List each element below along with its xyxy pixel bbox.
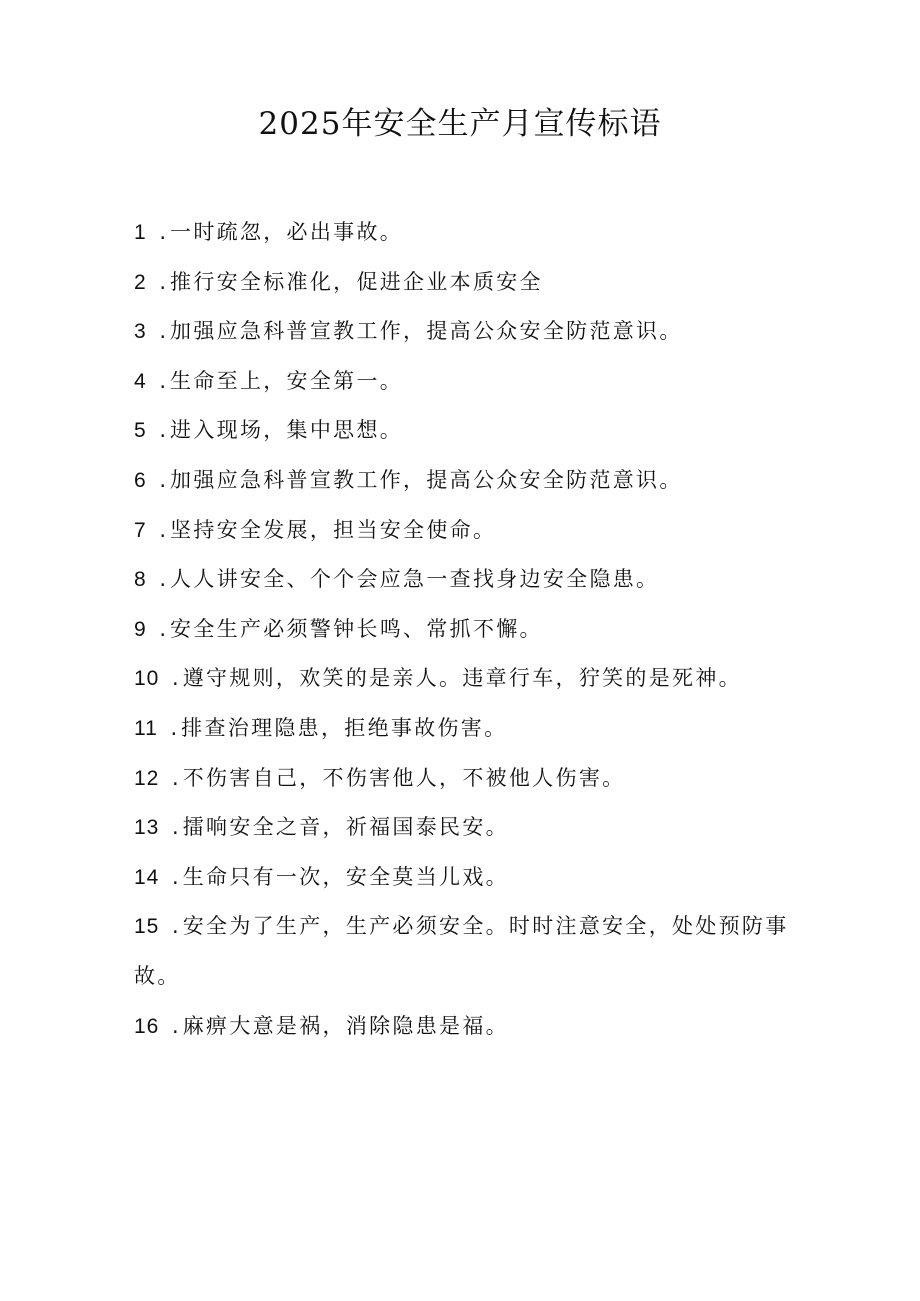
item-text: 加强应急科普宣教工作，提高公众安全防范意识。 [170,319,683,344]
item-text: 不伤害自己，不伤害他人，不被他人伤害。 [182,765,626,790]
item-text: 一时疏忽，必出事故。 [170,220,404,244]
list-item [134,208,794,258]
item-number: 9 [134,617,147,641]
list-item [134,307,794,357]
item-number: 15 [134,915,160,939]
item-text: 生命至上，安全第一。 [170,368,404,393]
item-separator: . [148,616,171,641]
item-separator: . [161,864,183,889]
list-item [134,803,794,853]
list-item [134,654,794,704]
list-item [134,853,794,903]
item-separator: . [148,368,171,393]
list-item [134,456,794,506]
item-number: 10 [134,667,160,691]
item-number: 12 [134,766,160,790]
list-item [134,506,794,556]
item-number: 16 [134,1014,160,1038]
item-number: 2 [134,270,147,294]
item-number: 1 [134,221,147,244]
item-separator: . [148,319,171,344]
item-separator: . [148,269,171,294]
list-item [134,357,794,407]
item-text: 安全生产必须警钟长鸣、常抓不懈。 [170,616,543,641]
list-item [134,704,794,754]
item-separator: . [148,517,171,542]
item-number: 8 [134,568,147,592]
item-separator: . [161,666,183,691]
item-separator: . [161,1013,183,1038]
item-separator: . [148,220,171,244]
item-text: 安全为了生产，生产必须安全。时时注意安全，处处预防事故。 [134,914,789,988]
document-title: 2025年安全生产月宣传标语 [258,106,662,142]
list-item [134,754,794,804]
list-item [134,406,794,456]
item-text: 人人讲安全、个个会应急一查找身边安全隐患。 [170,567,660,592]
item-text: 擂响安全之音，祈福国泰民安。 [182,815,509,840]
item-separator: . [161,815,183,840]
item-separator: . [148,418,171,443]
item-number: 13 [134,816,160,840]
list-item [134,1002,794,1052]
item-text: 麻痹大意是祸，消除隐患是福。 [182,1013,509,1038]
item-text: 进入现场，集中思想。 [170,418,404,443]
item-number: 5 [134,419,147,443]
item-separator: . [159,715,182,740]
item-text: 加强应急科普宣教工作，提高公众安全防范意识。 [170,467,683,492]
item-text: 坚持安全发展，担当安全使命。 [170,517,497,542]
item-number: 7 [134,518,147,542]
list-item [134,902,794,1001]
item-number: 3 [134,320,147,344]
item-number: 14 [134,865,160,889]
item-number: 6 [134,468,147,492]
list-item [134,258,794,308]
item-number: 11 [134,716,158,740]
item-separator: . [148,467,171,492]
item-number: 4 [134,369,147,393]
item-text: 排查治理隐患，拒绝事故伤害。 [181,715,508,740]
list-item [134,605,794,655]
list-item [134,555,794,605]
item-separator: . [161,765,183,790]
item-text: 生命只有一次，安全莫当儿戏。 [182,864,509,889]
slogan-list [134,208,794,1051]
item-separator: . [148,567,171,592]
item-text: 推行安全标准化，促进企业本质安全 [170,269,543,294]
item-separator: . [161,914,183,939]
item-text: 遵守规则，欢笑的是亲人。违章行车，狞笑的是死神。 [182,666,742,691]
